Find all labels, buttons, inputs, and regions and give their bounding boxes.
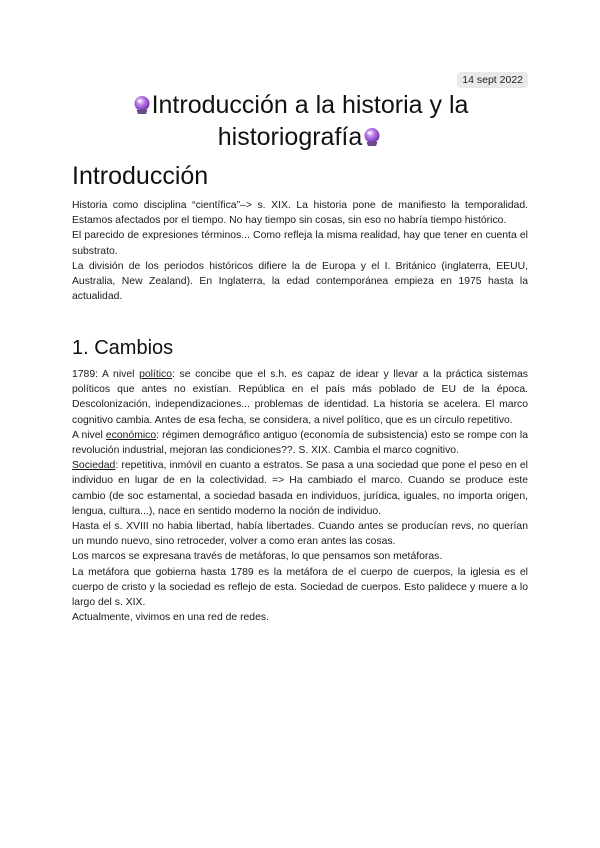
section-heading-introduccion: Introducción [72, 162, 209, 190]
cambios-paragraph: Hasta el s. XVIII no habia libertad, había libertades. Cuando antes se producían revs, no querían un mundo nuevo, sino retroceder, volver a como eran antes las cosas. [72, 521, 528, 548]
text-run: A nivel [72, 429, 106, 441]
crystal-ball-icon [132, 95, 152, 115]
intro-paragraph: El parecido de expresiones términos... Como refleja la misma realidad, hay que tener en cuenta el substrato. [72, 230, 528, 257]
title-line-1: Introducción a la historia y la [151, 91, 469, 119]
cambios-section [72, 367, 528, 625]
intro-paragraph: Historia como disciplina “científica”–> s. XIX. La historia pone de manifiesto la temporalidad. Estamos afectados por el tiempo. No hay tiempo sin cosas, sin eso no habría tiempo histórico. [72, 200, 528, 227]
intro-paragraph: La división de los periodos históricos difiere la de Europa y el I. Británico (inglaterra, EEUU, Australia, New Zealand). En Inglaterra, la edad contemporánea empieza en 1975 hasta la actualidad. [72, 260, 528, 303]
crystal-ball-icon [362, 127, 382, 147]
cambios-paragraph: La metáfora que gobierna hasta 1789 es la metáfora de el cuerpo de cuerpos, la iglesia es el cuerpo de cristo y la sociedad es reflejo de esta. Sociedad de cuerpos. Esto palidece y muere a lo largo del s. XIX. [72, 566, 528, 609]
page-title [72, 89, 528, 153]
text-run: : se concibe que el s.h. es capaz de idear y llevar a la práctica sistemas políticos que antes no existían. República en el país más poblado de EU de la época. Descolonización, independizaciones... problemas de identidad. La historia se acelera. El marco cognitivo cambia. Antes de esa fecha, se considera, a nivel político, que es un círculo repetitivo. [72, 369, 528, 426]
text-run: : régimen demográfico antiguo (economía de subsistencia) esto se rompe con la revolución industrial, mejoran las condiciones??. S. XIX. Cambia el marco cognitivo. [72, 429, 528, 457]
cambios-paragraph [72, 428, 528, 458]
cambios-paragraph [72, 458, 528, 519]
title-line-2: historiografía [217, 123, 363, 151]
economico-link: económico [105, 429, 157, 441]
text-run: : repetitiva, inmóvil en cuanto a estratos. Se pasa a una sociedad que pone el peso en el individuo en lugar de en la colectividad. => Ha cambiado el marco. Cuando se produce este cambio (de soc estamental, a sociedad basada en individuos, jurídica, iguales, no importa origen, lengua, cultura...), nace en sentido moderno la noción de individuo. [72, 460, 528, 517]
sociedad-link: Sociedad [72, 460, 116, 472]
politico-link: político [139, 369, 172, 380]
intro-section [72, 198, 528, 304]
text-run: 1789: A nivel [72, 369, 140, 380]
cambios-paragraph [72, 367, 528, 428]
section-heading-cambios: 1. Cambios [72, 337, 174, 359]
cambios-paragraph: Los marcos se expresana través de metáforas, lo que pensamos son metáforas. [72, 551, 443, 563]
cambios-paragraph: Actualmente, vivimos en una red de redes. [72, 612, 269, 624]
date-chip[interactable]: 14 sept 2022 [457, 72, 528, 88]
